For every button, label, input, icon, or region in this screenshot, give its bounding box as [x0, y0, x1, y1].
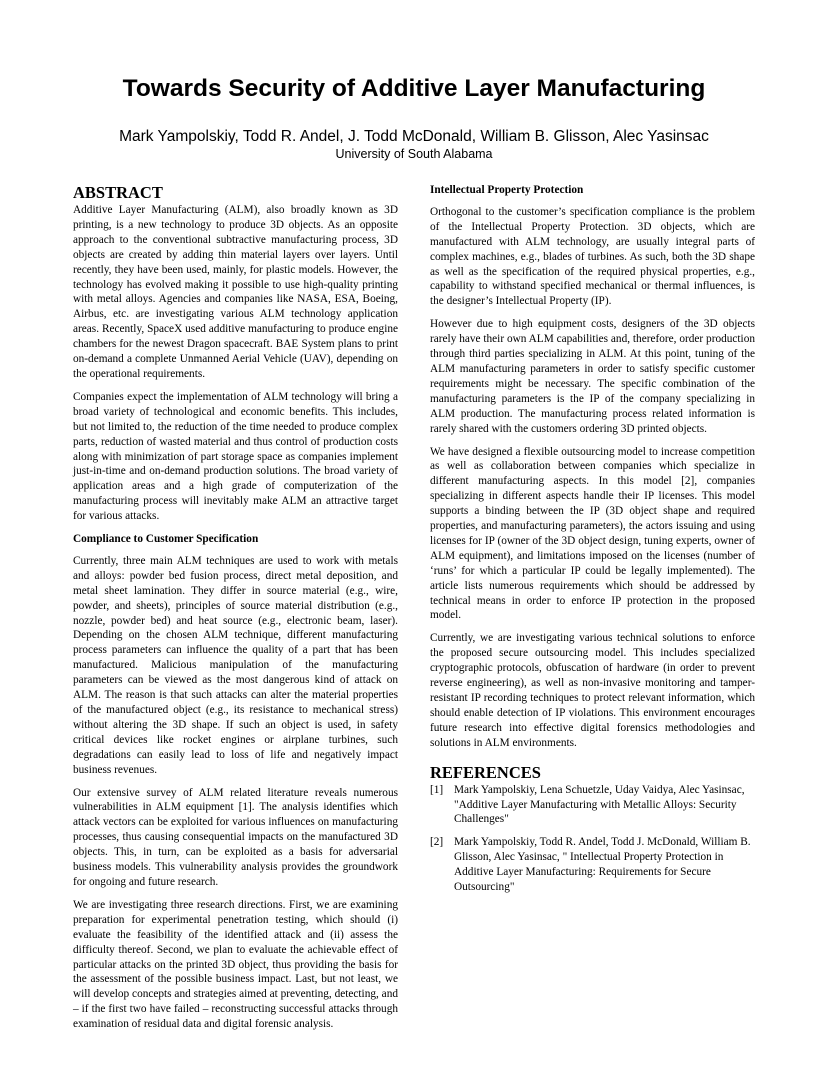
affiliation: University of South Alabama	[335, 147, 493, 161]
ip-paragraph: Orthogonal to the customer’s specification compliance is the problem of the Intellectual Property Protection. 3D objects, which are manufactured with ALM technology, are usually integral parts of complex machines, e.g., blades of turbines. As such, both the 3D shape as well as the specification of the required physical properties, e.g., capability to withstand specified mechanical or thermal influences, is the designer’s Intellectual Property (IP).	[430, 205, 755, 308]
compliance-paragraph: We are investigating three research directions. First, we are examining preparation for experimental penetration testing, which should (i) evaluate the feasibility of the identified attack and (ii) assess the difficulty thereof. Second, we plan to evaluate the achievable effect of particular attacks on the printed 3D object, thus providing the basis for the assessment of the possible business impact. Last, but not least, we will develop concepts and strategies aimed at preventing, detecting, and – if the first two have failed – reconstructing successful attacks through examination of residual data and digital forensic analysis.	[73, 898, 398, 1031]
reference-item	[430, 835, 755, 895]
paper-title: Towards Security of Additive Layer Manufacturing	[122, 75, 706, 102]
abstract-paragraph: Companies expect the implementation of ALM technology will bring a broad variety of technological and economic benefits. This includes, but not limited to, the reduction of the time needed to produce complex parts, reduction of wasted material and thus control of production costs along with minimization of part storage space as companies implement just-in-time and on-demand production solutions. The broad variety of application areas and a high grade of computerization of the manufacturing process will inevitably make ALM an attractive target for various attacks.	[73, 390, 398, 523]
compliance-paragraph: Our extensive survey of ALM related literature reveals numerous vulnerabilities in ALM equipment [1]. The analysis identifies which attack vectors can be exploited for various influences on manufacturing processes, thus causing consequential impacts on the manufactured 3D objects. This, in turn, can be exploited as a basis for adversarial business models. This vulnerability analysis provides the groundwork for ongoing and future research.	[73, 786, 398, 888]
abstract-heading: ABSTRACT	[73, 183, 163, 202]
right-column	[430, 183, 755, 903]
compliance-heading: Compliance to Customer Specification	[73, 533, 259, 546]
ip-paragraph: We have designed a flexible outsourcing model to increase competition as well as collaboration between companies which specialize in different manufacturing aspects. In this model [2], companies specializing in different aspects handle their IP licenses. This model supports a binding between the IP (3D object shape and required properties, and manufacturing parameters), the actors issuing and using licenses for IP (owner of the 3D object design, tuning experts, owner of ALM equipment), and limitations imposed on the licenses (number of ‘runs’ for which a particular IP could be legally implemented). The article lists numerous requirements which should be addressed by technical means in order to enforce IP protection in the proposed model.	[430, 445, 755, 622]
abstract-paragraph: Additive Layer Manufacturing (ALM), also broadly known as 3D printing, is a new technology to produce 3D objects. As an opposite approach to the conventional subtractive manufacturing process, 3D objects are created by adding thin material layers over layers. Until recently, they have been used, mainly, for plastic models. However, the technology has evolved making it possible to use high-quality printing with metal alloys. Agencies and companies like NASA, ESA, Boeing, Airbus, etc. are investigating various ALM technology application areas. Recently, SpaceX used additive manufacturing to produce engine chambers for the newest Dragon spacecraft. BAE System plans to print on-demand a complete Unmanned Aerial Vehicle (UAV), depending on the operational requirements.	[73, 204, 398, 380]
reference-item	[430, 783, 755, 828]
references-heading: REFERENCES	[430, 762, 541, 782]
ip-paragraph: However due to high equipment costs, designers of the 3D objects rarely have their own ALM capabilities and, therefore, order production through third parties specializing in ALM. At this point, tuning of the ALM manufacturing parameters in order to satisfy specific customer requirements might be necessary. The specific combination of the manufacturing parameters is the IP of the company specializing in ALM production. The manufacturing process related information is rarely shared with the customers ordering 3D printed objects.	[430, 318, 755, 435]
author-list: Mark Yampolskiy, Todd R. Andel, J. Todd McDonald, William B. Glisson, Alec Yasinsac	[119, 128, 709, 145]
ip-paragraph: Currently, we are investigating various technical solutions to enforce the proposed secure outsourcing model. This includes specialized cryptographic protocols, obfuscation of hardware (in order to prevent reverse engineering), as well as non-invasive monitoring and tamper-resistant IP recording techniques to protect relevant information, which should enable detection of IP violations. This environment encourages future research into effective digital forensics methodologies and solutions in ALM environments.	[430, 632, 755, 749]
reference-number: [2]	[430, 836, 444, 849]
ip-heading: Intellectual Property Protection	[430, 184, 584, 196]
compliance-paragraph: Currently, three main ALM techniques are used to work with metals and alloys: powder bed fusion process, direct metal deposition, and metal sheet lamination. They differ in source material (e.g., wire, powder, and sheets), principles of source material distribution (e.g., nozzle, powder bed) and heat source (e.g., electronic beam, laser). Depending on the chosen ALM technique, different manufacturing process parameters can influence the quality of a part that has been manufactured. Malicious manipulation of the manufacturing parameters can be viewed as the most dangerous kind of attack on ALM. The reason is that such attacks can alter the material properties of the manufactured object (e.g., its resistance to mechanical stress) without altering the 3D shape. If such an object is used, in safety critical devices like rocket engines or airplane turbines, such degradations can easily lead to loss of life and negatively impact business revenues.	[73, 554, 398, 776]
reference-text: Mark Yampolskiy, Todd R. Andel, Todd J. McDonald, William B. Glisson, Alec Yasinsac, " Intellectual Property Protection in Additive Layer Manufacturing: Requirements for Secure Outsourcing"	[454, 836, 751, 894]
reference-number: [1]	[430, 783, 444, 796]
left-column	[73, 183, 398, 1040]
reference-text: Mark Yampolskiy, Lena Schuetzle, Uday Vaidya, Alec Yasinsac, "Additive Layer Manufacturing with Metallic Alloys: Security Challenges"	[454, 783, 745, 826]
